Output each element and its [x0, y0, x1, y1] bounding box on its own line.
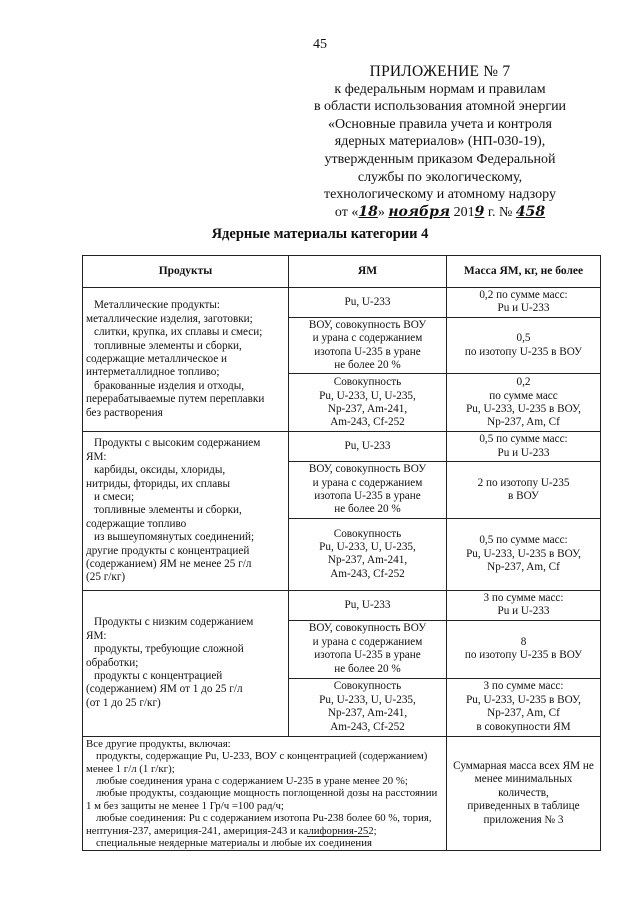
nuclear-material-line: не более 20 %	[334, 359, 401, 372]
nuclear-material-line: ВОУ, совокупность ВОУ	[308, 622, 427, 635]
other-products-cell	[83, 736, 447, 851]
other-products-line: любые продукты, создающие мощность поглощенной дозы на расстоянии	[96, 787, 438, 800]
nuclear-material-line: Pu, U-233	[344, 440, 391, 453]
other-products-line: специальные неядерные материалы и любые их соединения	[96, 836, 372, 849]
product-line: слитки, крупка, их сплавы и смеси;	[94, 326, 263, 339]
handwritten-order-number: 458	[515, 203, 546, 220]
nuclear-material-line: Am-243, Cf-252	[330, 720, 405, 733]
mass-line: Pu, U-233, U-235 в ВОУ,	[466, 402, 581, 415]
nuclear-material-line: Np-237, Am-241,	[327, 554, 408, 567]
mass-cell	[447, 288, 601, 318]
nuclear-material-cell	[289, 317, 447, 374]
other-products-line: любые соединения: Pu с содержанием изотопа Pu-238 более 60 %, тория,	[96, 812, 432, 825]
nuclear-material-line: Pu, U-233, U, U-235,	[319, 389, 416, 402]
nuclear-material-cell	[289, 374, 447, 432]
other-products-line: продукты, содержащие Pu, U-233, ВОУ с концентрацией (содержанием)	[96, 750, 428, 763]
product-line: топливные элементы и сборки,	[94, 504, 242, 517]
mass-line: Pu и U-233	[497, 605, 550, 618]
product-line: ЯМ:	[86, 629, 107, 642]
table-title: Ядерные материалы категории 4	[211, 226, 429, 242]
nuclear-material-line: и урана с содержанием	[312, 332, 423, 345]
total-mass-cell	[447, 736, 601, 851]
mass-cell	[447, 462, 601, 519]
other-products-line: 1 м без защиты не менее 1 Гр/ч =100 рад/ч;	[86, 799, 284, 812]
appendix-header	[290, 63, 590, 221]
nuclear-material-line: Np-237, Am-241,	[327, 707, 408, 720]
nuclear-material-cell	[289, 678, 447, 736]
mass-cell	[447, 374, 601, 432]
product-line: и смеси;	[94, 491, 135, 504]
product-line: Продукты с низким содержанием	[94, 616, 254, 629]
nuclear-material-line: не более 20 %	[334, 662, 401, 675]
product-cell	[83, 432, 289, 590]
product-line: без растворения	[86, 406, 163, 419]
mass-line: Np-237, Am, Cf	[487, 707, 560, 720]
table-row	[83, 432, 601, 462]
mass-line: Pu и U-233	[497, 302, 550, 315]
product-line: нитриды, фториды, их сплавы	[86, 477, 231, 490]
table-row	[83, 590, 601, 620]
footer-rule	[307, 836, 369, 837]
date-quote-close: »	[377, 204, 385, 220]
mass-line: 0,5	[516, 332, 531, 345]
product-line: (25 г/кг)	[86, 571, 126, 584]
nuclear-material-cell	[289, 462, 447, 519]
appendix-line: утвержденным приказом Федеральной	[324, 151, 556, 167]
mass-line: Np-237, Am, Cf	[487, 561, 560, 574]
mass-cell	[447, 518, 601, 590]
product-line: (содержанием) ЯМ от 1 до 25 г/л	[86, 683, 243, 696]
nuclear-material-line: изотопа U-235 в уране	[314, 345, 421, 358]
appendix-line: технологическому и атомному надзору	[324, 187, 556, 203]
appendix-line: ядерных материалов» (НП-030-19),	[334, 134, 546, 150]
page-number: 45	[313, 37, 327, 52]
product-line: ЯМ:	[86, 450, 107, 463]
mass-cell	[447, 590, 601, 620]
nuclear-material-line: изотопа U-235 в уране	[314, 649, 421, 662]
other-products-line: любые соединения урана с содержанием U-235 в уране менее 20 %;	[96, 774, 408, 787]
mass-line: 3 по сумме масс:	[483, 591, 564, 604]
nuclear-material-line: и урана с содержанием	[312, 635, 423, 648]
nuclear-material-line: Am-243, Cf-252	[330, 567, 405, 580]
nuclear-material-cell	[289, 590, 447, 620]
product-line: из вышеупомянутых соединений;	[94, 531, 255, 544]
product-line: (от 1 до 25 г/кг)	[86, 696, 161, 709]
product-line: карбиды, оксиды, хлориды,	[94, 464, 226, 477]
order-date-line	[290, 204, 590, 222]
nuclear-material-line: Совокупность	[333, 680, 402, 693]
mass-line: в ВОУ	[508, 490, 539, 503]
nuclear-material-cell	[289, 620, 447, 678]
mass-line: 0,2	[516, 376, 531, 389]
mass-line: по изотопу U-235 в ВОУ	[464, 649, 583, 662]
product-line: обработки;	[86, 656, 139, 669]
mass-cell	[447, 678, 601, 736]
nuclear-material-cell	[289, 288, 447, 318]
product-line: продукты, требующие сложной	[94, 643, 244, 656]
nuclear-material-line: Совокупность	[333, 527, 402, 540]
other-products-line: менее 1 г/л (1 г/кг);	[86, 762, 175, 775]
mass-line: 0,5 по сумме масс:	[479, 433, 568, 446]
mass-cell	[447, 317, 601, 374]
total-mass-line: приложения № 3	[483, 813, 564, 826]
mass-line: по изотопу U-235 в ВОУ	[464, 345, 583, 358]
other-products-line: Все другие продукты, включая:	[86, 737, 231, 750]
product-line: (содержанием) ЯМ не менее 25 г/л	[86, 558, 252, 571]
nuclear-material-line: ВОУ, совокупность ВОУ	[308, 318, 427, 331]
mass-line: по сумме масс	[489, 389, 558, 402]
mass-line: Pu, U-233, U-235 в ВОУ,	[466, 693, 581, 706]
nuclear-material-line: Совокупность	[333, 376, 402, 389]
product-cell	[83, 590, 289, 736]
product-cell	[83, 288, 289, 432]
year-prefix: 201	[453, 204, 475, 220]
product-line: содержащие металлическое и	[86, 353, 228, 366]
product-line: Продукты с высоким содержанием	[94, 437, 261, 450]
appendix-line: «Основные правила учета и контроля	[328, 116, 552, 132]
product-line: содержащие топливо	[86, 517, 187, 530]
mass-cell	[447, 432, 601, 462]
product-line: другие продукты с концентрацией	[86, 544, 250, 557]
table-header-row	[83, 256, 601, 288]
table-row-other-products	[83, 736, 601, 851]
nuclear-material-line: не более 20 %	[334, 503, 401, 516]
mass-line: в совокупности ЯМ	[476, 720, 571, 733]
mass-line: 3 по сумме масс:	[483, 680, 564, 693]
nuclear-material-line: ВОУ, совокупность ВОУ	[308, 463, 427, 476]
nuclear-material-cell	[289, 518, 447, 590]
appendix-line: службы по экологическому,	[357, 169, 523, 185]
appendix-line: в области использования атомной энергии	[313, 99, 567, 115]
header-products: Продукты	[83, 256, 289, 288]
table-body	[83, 288, 601, 851]
header-mass: Масса ЯМ, кг, не более	[447, 256, 601, 288]
mass-line: 0,2 по сумме масс:	[479, 289, 568, 301]
mass-line: Pu и U-233	[497, 446, 550, 459]
nuclear-material-cell	[289, 432, 447, 462]
nuclear-material-line: Pu, U-233, U, U-235,	[319, 693, 416, 706]
total-mass-line: приведенных в таблице	[467, 800, 580, 813]
nuclear-material-line: Pu, U-233, U, U-235,	[319, 540, 416, 553]
product-line: бракованные изделия и отходы,	[94, 379, 245, 392]
nuclear-material-line: Pu, U-233	[344, 295, 391, 308]
handwritten-month: ноября	[388, 203, 451, 220]
product-line: металлические изделия, заготовки;	[86, 312, 253, 325]
handwritten-year-digit: 9	[474, 203, 485, 220]
appendix-line: к федеральным нормам и правилам	[334, 81, 546, 97]
mass-line: Pu, U-233, U-235 в ВОУ,	[466, 547, 581, 560]
mass-cell	[447, 620, 601, 678]
product-line: Металлические продукты:	[94, 299, 220, 312]
nuclear-material-line: Pu, U-233	[344, 598, 391, 611]
mass-line: Np-237, Am, Cf	[487, 416, 560, 429]
nuclear-material-line: и урана с содержанием	[312, 476, 423, 489]
total-mass-line: Суммарная масса всех ЯМ не	[453, 760, 594, 772]
mass-line: 8	[520, 635, 527, 648]
nuclear-material-line: Am-243, Cf-252	[330, 416, 405, 429]
other-products-line: нептуния-237, америция-241, америция-243 и калифорния-252;	[86, 824, 377, 837]
mass-line: 0,5 по сумме масс:	[479, 534, 568, 547]
nuclear-material-line: Np-237, Am-241,	[327, 402, 408, 415]
product-line: перерабатываемые путем переплавки	[86, 393, 265, 406]
order-number-label: г. №	[487, 204, 513, 220]
header-nuclear-material: ЯМ	[289, 256, 447, 288]
appendix-title: ПРИЛОЖЕНИЕ № 7	[369, 63, 511, 80]
mass-line: 2 по изотопу U-235	[477, 476, 570, 489]
table-row	[83, 288, 601, 318]
product-line: продукты с концентрацией	[94, 669, 223, 682]
handwritten-day: 18	[358, 203, 378, 220]
nuclear-material-line: изотопа U-235 в уране	[314, 490, 421, 503]
total-mass-line: менее минимальных количеств,	[474, 773, 573, 799]
product-line: интерметаллидное топливо;	[86, 366, 220, 379]
product-line: топливные элементы и сборки,	[94, 339, 242, 352]
category-4-table	[82, 255, 601, 851]
date-prefix: от «	[334, 204, 359, 220]
